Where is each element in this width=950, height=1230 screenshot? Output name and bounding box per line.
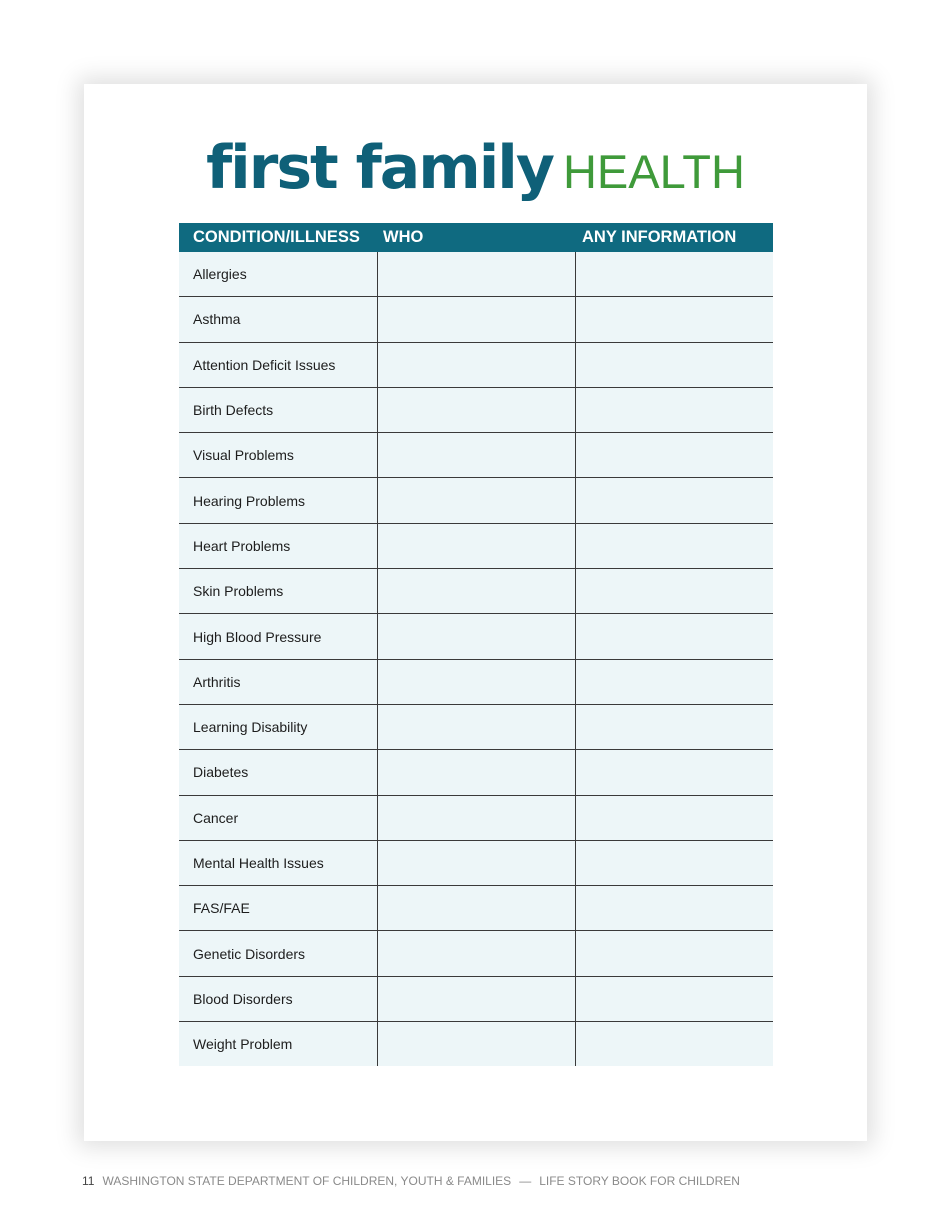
table-row	[179, 569, 773, 614]
condition-cell: Visual Problems	[179, 433, 377, 478]
information-cell[interactable]	[575, 840, 773, 885]
condition-cell: Arthritis	[179, 659, 377, 704]
who-cell[interactable]	[377, 342, 575, 387]
table-row	[179, 1022, 773, 1067]
table-row	[179, 342, 773, 387]
table-row	[179, 387, 773, 432]
information-cell[interactable]	[575, 342, 773, 387]
who-cell[interactable]	[377, 840, 575, 885]
who-cell[interactable]	[377, 795, 575, 840]
who-cell[interactable]	[377, 886, 575, 931]
who-cell[interactable]	[377, 569, 575, 614]
table-row	[179, 931, 773, 976]
footer-publication: LIFE STORY BOOK FOR CHILDREN	[539, 1174, 740, 1188]
page-footer	[82, 1174, 740, 1188]
information-cell[interactable]	[575, 886, 773, 931]
information-cell[interactable]	[575, 523, 773, 568]
table-header-row	[179, 223, 773, 252]
condition-cell: Heart Problems	[179, 523, 377, 568]
title-bold-text: first family	[206, 133, 553, 203]
who-cell[interactable]	[377, 931, 575, 976]
condition-cell: High Blood Pressure	[179, 614, 377, 659]
condition-cell: FAS/FAE	[179, 886, 377, 931]
who-cell[interactable]	[377, 1022, 575, 1067]
footer-organization: WASHINGTON STATE DEPARTMENT OF CHILDREN, YOUTH & FAMILIES	[102, 1174, 512, 1188]
information-cell[interactable]	[575, 1022, 773, 1067]
table-row	[179, 704, 773, 749]
table-row	[179, 297, 773, 342]
information-cell[interactable]	[575, 750, 773, 795]
table-row	[179, 252, 773, 297]
condition-cell: Asthma	[179, 297, 377, 342]
information-cell[interactable]	[575, 297, 773, 342]
who-cell[interactable]	[377, 976, 575, 1021]
who-cell[interactable]	[377, 297, 575, 342]
who-cell[interactable]	[377, 478, 575, 523]
who-cell[interactable]	[377, 704, 575, 749]
information-cell[interactable]	[575, 252, 773, 297]
information-cell[interactable]	[575, 433, 773, 478]
who-cell[interactable]	[377, 614, 575, 659]
information-cell[interactable]	[575, 478, 773, 523]
table-row	[179, 433, 773, 478]
condition-cell: Diabetes	[179, 750, 377, 795]
table-row	[179, 795, 773, 840]
family-health-table	[179, 223, 773, 1066]
page-title	[84, 133, 867, 203]
information-cell[interactable]	[575, 569, 773, 614]
who-cell[interactable]	[377, 750, 575, 795]
table-row	[179, 659, 773, 704]
who-cell[interactable]	[377, 433, 575, 478]
who-cell[interactable]	[377, 387, 575, 432]
information-cell[interactable]	[575, 976, 773, 1021]
condition-cell: Hearing Problems	[179, 478, 377, 523]
column-header-information: ANY INFORMATION	[575, 223, 773, 252]
table-row	[179, 614, 773, 659]
who-cell[interactable]	[377, 523, 575, 568]
condition-cell: Allergies	[179, 252, 377, 297]
condition-cell: Skin Problems	[179, 569, 377, 614]
footer-separator: —	[519, 1174, 532, 1188]
who-cell[interactable]	[377, 659, 575, 704]
title-light-text: HEALTH	[562, 145, 745, 198]
condition-cell: Attention Deficit Issues	[179, 342, 377, 387]
condition-cell: Cancer	[179, 795, 377, 840]
table-row	[179, 750, 773, 795]
condition-cell: Learning Disability	[179, 704, 377, 749]
information-cell[interactable]	[575, 795, 773, 840]
condition-cell: Genetic Disorders	[179, 931, 377, 976]
condition-cell: Birth Defects	[179, 387, 377, 432]
table-row	[179, 886, 773, 931]
condition-cell: Mental Health Issues	[179, 840, 377, 885]
table-body	[179, 252, 773, 1066]
information-cell[interactable]	[575, 659, 773, 704]
condition-cell: Weight Problem	[179, 1022, 377, 1067]
table-row	[179, 523, 773, 568]
condition-cell: Blood Disorders	[179, 976, 377, 1021]
who-cell[interactable]	[377, 252, 575, 297]
column-header-condition: CONDITION/ILLNESS	[179, 223, 377, 252]
information-cell[interactable]	[575, 387, 773, 432]
column-header-who: WHO	[377, 223, 575, 252]
table-row	[179, 478, 773, 523]
table-row	[179, 976, 773, 1021]
information-cell[interactable]	[575, 931, 773, 976]
page-number: 11	[82, 1174, 95, 1188]
information-cell[interactable]	[575, 704, 773, 749]
table-row	[179, 840, 773, 885]
information-cell[interactable]	[575, 614, 773, 659]
document-page	[84, 84, 867, 1141]
